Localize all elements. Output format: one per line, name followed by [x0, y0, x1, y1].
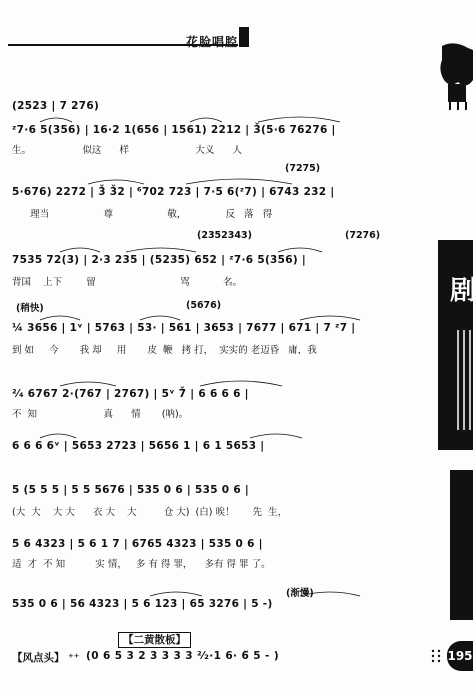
tempo-mark-4: (稍快) — [16, 303, 44, 314]
tempo-mark-1: (7275) — [285, 163, 321, 174]
page-header-title: 花脸唱腔 — [186, 35, 239, 49]
decorative-side-band-lower — [450, 470, 473, 620]
score-line-10: 535 0 6 | 56 4323 | 5 6 123 | 65 3276 | 5 -) — [12, 598, 273, 610]
header-rule — [8, 44, 238, 46]
tempo-mark-6: (渐慢) — [286, 588, 314, 599]
lyric-line-2: 生。 似这 样 大义 人 — [12, 145, 243, 156]
decorative-band-stripes — [456, 330, 473, 430]
tempo-mark-5: (5676) — [186, 300, 222, 311]
tempo-mark-2: (2352343) — [197, 230, 252, 241]
score-line-1: (2523 | 7 276) — [12, 100, 100, 112]
page-number: 195 — [447, 641, 473, 671]
score-line-2: ᶻ7·6 5(356) | 16·2 1(656 | 1561) 2212 | 3̌(5·6 76276 | — [12, 124, 336, 136]
decorative-ornament-top — [436, 40, 473, 110]
lyric-line-3: 理当 尊 敬， 反 落 得 — [12, 209, 273, 220]
section-label: 【二黄散板】 — [118, 632, 191, 648]
score-line-6: ²⁄₄ 6767 2·(767 | 2767) | 5ᵛ 7̌ | 6 6 6 6 | — [12, 388, 249, 400]
score-line-3: 5·676) 2272 | 3̌ 3̌2 | ⁶702 723 | 7·5 6(ᶻ7) | 6743 232 | — [12, 186, 335, 198]
last-line-notes: (0 6 5 3 2 3 3 3 3 ²⁄₂·1 6· 6̌ 5 - ) — [86, 650, 280, 662]
header-marker — [239, 27, 249, 47]
score-line-5: ¼ 3656 | 1ᵛ | 5763 | 53· | 561 | 3653 | 7677 | 671 | 7 ᶻ7 | — [12, 322, 356, 334]
page-number-dots — [430, 648, 444, 664]
lyric-line-9: 适 才 不 知 实 情， 多 有 得 罪， 多有 得 罪 了。 — [12, 559, 271, 570]
score-line-4: 7535 72(3) | 2·3 235 | (5235) 652 | ᶻ7·6 5(356) | — [12, 254, 307, 266]
lyric-line-5: 到 如 今 我 却 用 皮 鞭 拷 打， 实实的 老迈昏 庸，我 — [12, 345, 317, 356]
lyric-line-4: 背国 上下 留 骂 名。 — [12, 277, 243, 288]
lyric-line-6: 不 知 真 情 (呐)。 — [12, 409, 189, 420]
lyric-line-8: (大 大 大 大 衣 大 大 仓 大) (白) 唉！ 先 生， — [12, 507, 288, 518]
tempo-mark-3: (7276) — [345, 230, 381, 241]
score-line-8: 5 (5 5 5 | 5 5 5676 | 535 0 6 | 535 0 6 | — [12, 484, 250, 496]
score-line-7: 6 6 6 6ᵛ | 5653 2723 | 5656 1 | 6 1 5653 | — [12, 440, 265, 452]
decorative-side-band-character: 剧 — [450, 276, 476, 306]
score-line-9: 5 6 4323 | 5 6 1 7 | 6765 4323 | 535 0 6 | — [12, 538, 263, 550]
last-line-prefix: 【风点头】 ⁺⁺ — [12, 652, 80, 664]
